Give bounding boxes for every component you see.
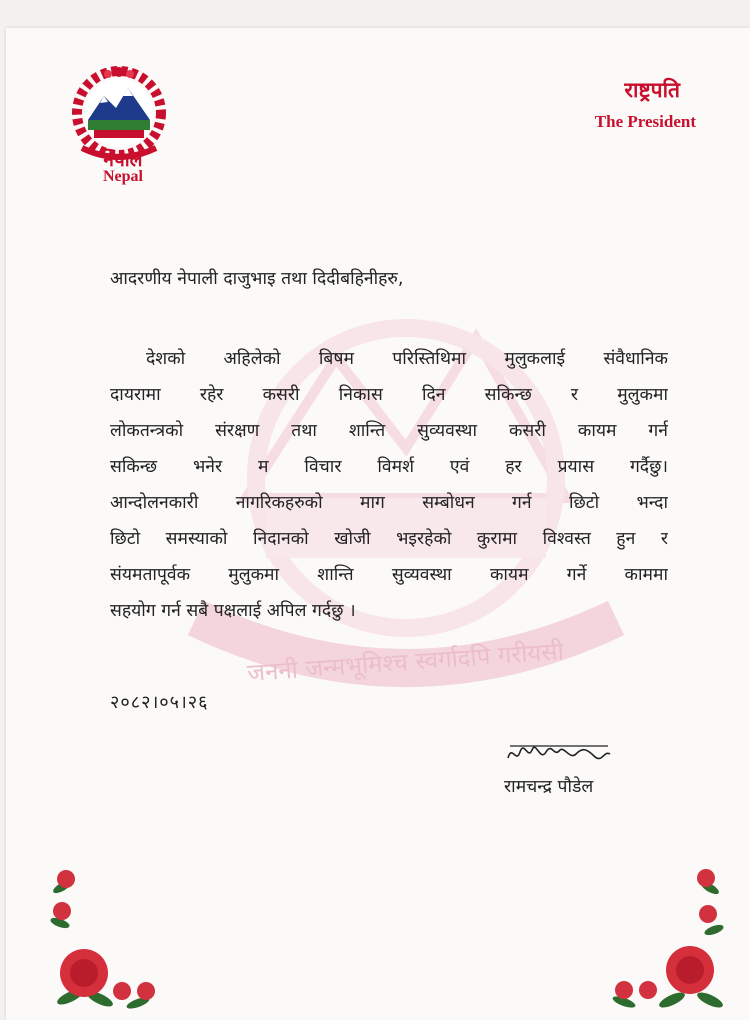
body-line: संयमतापूर्वक मुलुकमा शान्ति सुव्यवस्था कायम गर्ने काममा [110,565,668,585]
watermark-motto: जननी जन्मभूमिश्च स्वर्गादपि गरीयसी [246,636,565,688]
body-line: आन्दोलनकारी नागरिकहरुको माग सम्बोधन गर्न छिटो भन्दा [110,493,668,513]
body-line: लोकतन्त्रको संरक्षण तथा शान्ति सुव्यवस्था कसरी कायम गर्न [110,421,668,441]
body-line: देशको अहिलेको बिषम परिस्तिथिमा मुलुकलाई संवैधानिक [146,349,668,369]
letter-body [110,341,668,629]
rhododendron-right-icon [602,860,732,1010]
signer-name: रामचन्द्र पौडेल [504,777,594,797]
body-line: दायरामा रहेर कसरी निकास दिन सकिन्छ र मुलुकमा [110,385,668,405]
letter-salutation: आदरणीय नेपाली दाजुभाइ तथा दिदीबहिनीहरु, [110,269,404,289]
letter-date: २०८२।०५।२६ [110,692,209,713]
title-nepali: राष्ट्रपति [624,78,680,102]
body-line: सकिन्छ भनेर म विचार विमर्श एवं हर प्रयास गर्दैछु। [110,457,668,477]
brand-english: Nepal [103,168,143,185]
handwritten-signature [504,734,614,770]
body-line: सहयोग गर्न सबै पक्षलाई अपिल गर्दछु । [110,601,356,621]
title-english: The President [594,112,696,131]
body-line: छिटो समस्याको निदानको खोजी भइरहेको कुरामा विश्वस्त हुन र [110,529,668,549]
letter-sheet [6,28,750,1020]
brand-nepali: नेपाल [103,149,143,171]
rhododendron-left-icon [42,863,172,1013]
